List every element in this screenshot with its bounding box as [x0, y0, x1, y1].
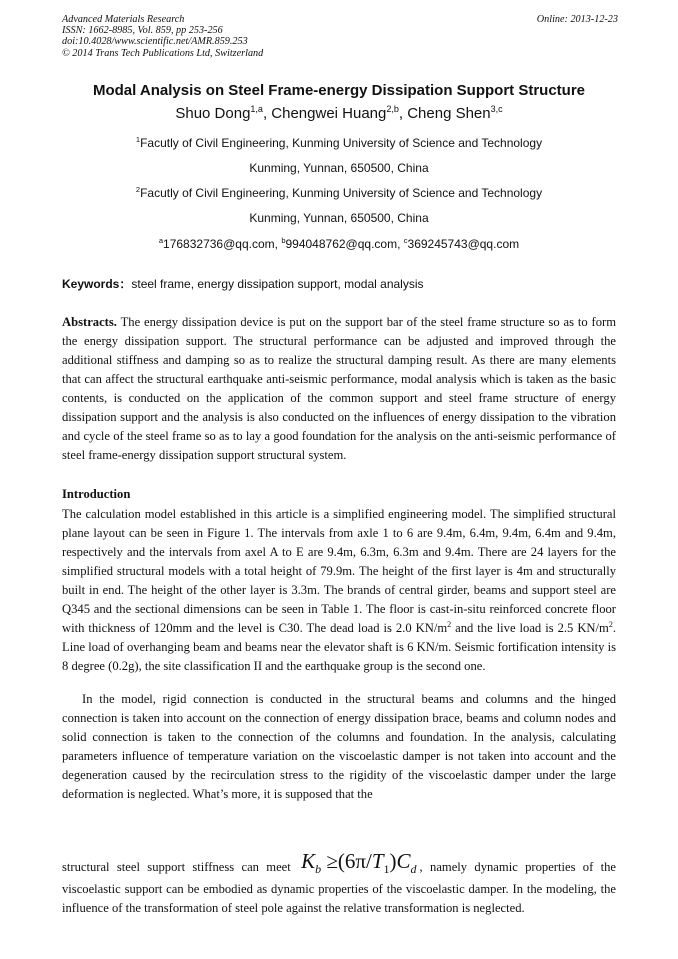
- formula-subscript: d: [410, 862, 417, 877]
- stiffness-formula: [298, 851, 419, 880]
- keywords-text: steel frame, energy dissipation support, modal analysis: [131, 277, 424, 291]
- unit-superscript: 2: [608, 619, 613, 629]
- email-superscript: a: [158, 236, 164, 245]
- affiliation-number: 2: [135, 185, 141, 194]
- journal-issn: ISSN: 1662-8985, Vol. 859, pp 253-256: [62, 25, 223, 37]
- email-separator: ,: [274, 237, 282, 251]
- email-separator: ,: [397, 237, 404, 251]
- intro-paragraph-3: [62, 851, 616, 918]
- formula-symbol: T: [371, 849, 384, 873]
- paragraph-text: . Line load of overhanging beam and beams near the elevator shaft is 6 KN/m. Seismic fortification intensity is 8 degree (0.2g), the site classification II and the earthquake group is the second one.: [62, 621, 616, 673]
- formula-operator: ): [389, 849, 397, 873]
- author-name: Cheng Shen: [407, 105, 491, 122]
- intro-paragraph-1: [62, 505, 616, 676]
- journal-header: [62, 14, 618, 59]
- online-date: Online: 2013-12-23: [536, 14, 618, 25]
- email-superscript: c: [403, 236, 408, 245]
- author-separator: ,: [398, 105, 408, 122]
- paragraph-text: and the live load is 2.5 KN/m: [451, 621, 609, 635]
- author-superscript: 1,a: [250, 104, 263, 114]
- author-superscript: 2,b: [386, 104, 399, 114]
- email-address[interactable]: 176832736@qq.com: [163, 237, 275, 251]
- unit-superscript: 2: [447, 619, 452, 629]
- author-superscript: 3,c: [490, 104, 503, 114]
- affiliation-number: 1: [135, 135, 141, 144]
- formula-subscript: 1: [383, 862, 390, 877]
- affiliation-2: [0, 185, 678, 200]
- paper-title: Modal Analysis on Steel Frame-energy Dissipation Support Structure: [92, 82, 586, 99]
- abstract-text: The energy dissipation device is put on the support bar of the steel frame structure so as to form the energy dissipation support. The structural performance can be adjusted and improved through the additional stiffness and damping so as to realize the structural damping result. As there are many elements that can affect the structural earthquake anti-seismic performance, modal analysis which is taken as the basic contents, is conducted on the application of the common support and steel frame structure of energy dissipation support and the analysis is also conducted on the influences of energy dissipation to the vibration and cycle of the steel frame so as to lay a good foundation for the analysis on the anti-seismic performance of steel frame-energy dissipation support structural system.: [62, 315, 617, 462]
- email-superscript: b: [281, 236, 286, 245]
- author-list: [0, 104, 678, 122]
- email-address[interactable]: 369245743@qq.com: [407, 237, 520, 251]
- keywords-label: Keywords：: [62, 277, 132, 291]
- intro-paragraph-2: In the model, rigid connection is conducted in the structural beams and columns and the hinged connection is taken into account on the connection of energy dissipation brace, beams and column nodes and solid connection is taken to the connection of the columns and foundation. In the analysis, calculating parameters influence of temperature variation on the viscoelastic damper is not taken into account and the degeneration caused by the recirculation stress to the rigidity of the viscoelastic damper under the large deformation is neglected. What’s more, it is supposed that the: [62, 692, 616, 801]
- author-separator: ,: [262, 105, 272, 122]
- author-name: Chengwei Huang: [271, 105, 387, 122]
- formula-symbol: C: [396, 849, 411, 873]
- formula-symbol: K: [301, 849, 316, 873]
- abstract-label: Abstracts.: [62, 315, 117, 329]
- paragraph-text: , namely dynamic properties of the viscoelastic support can be embodied as dynamic properties of the viscoelastic damper. In the modeling, the influence of the transformation of steel pole against the relative transformation is neglected.: [62, 860, 617, 916]
- formula-operator: ≥(6π/: [321, 849, 372, 873]
- affiliation-1: [0, 135, 678, 150]
- paragraph-text: structural steel support stiffness can meet: [62, 860, 291, 874]
- affiliation-2-city: Kunming, Yunnan, 650500, China: [249, 211, 429, 225]
- affiliation-text: Facutly of Civil Engineering, Kunming University of Science and Technology: [140, 136, 543, 150]
- author-name: Shuo Dong: [175, 105, 251, 122]
- abstract: [62, 313, 616, 465]
- paragraph-text: The calculation model established in this article is a simplified engineering model. The simplified structural plane layout can be seen in Figure 1. The intervals from axle 1 to 6 are 9.4m, 6.4m, 9.4m, 6.4m and 9.4m, respectively and the intervals from axel A to E are 9.4m, 6.3m, 6.3m and 9.4m. There are 24 layers for the simplified structural models with a total height of 79.9m. The height of the first layer is 4m and structurally built in end. The height of the other layer is 3.3m. The brands of central girder, beams and support steel are Q345 and the sectional dimensions can be seen in Table 1. The floor is cast-in-situ reinforced concrete floor with thickness of 120mm and the level is C30. The dead load is 2.0 KN/m: [62, 507, 616, 635]
- keywords-line: [62, 275, 618, 292]
- section-heading-introduction: Introduction: [62, 487, 131, 501]
- journal-copyright: © 2014 Trans Tech Publications Ltd, Switzerland: [62, 47, 264, 59]
- affiliation-1-city: Kunming, Yunnan, 650500, China: [249, 161, 429, 175]
- affiliation-text: Facutly of Civil Engineering, Kunming University of Science and Technology: [140, 186, 543, 200]
- journal-doi: doi:10.4028/www.scientific.net/AMR.859.253: [62, 36, 248, 48]
- email-address[interactable]: 994048762@qq.com: [285, 237, 398, 251]
- formula-subscript: b: [315, 862, 322, 877]
- journal-name: Advanced Materials Research: [62, 14, 185, 25]
- email-list: [0, 236, 678, 251]
